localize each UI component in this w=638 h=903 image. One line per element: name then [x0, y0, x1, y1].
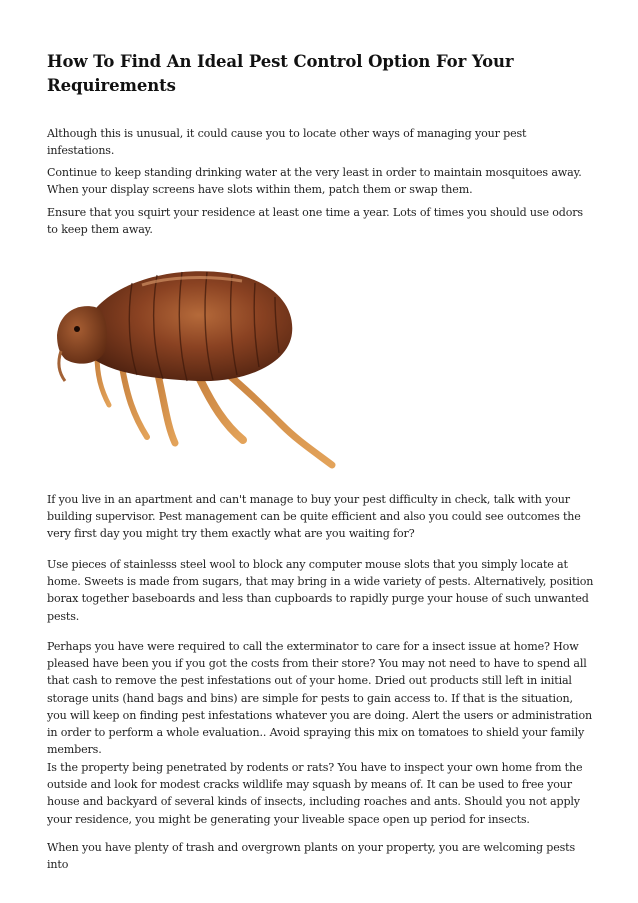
front-leg [122, 367, 147, 437]
paragraph-8: When you have plenty of trash and overgrown plants on your property, you are welcoming pests into [47, 841, 576, 872]
paragraph-2: Continue to keep standing drinking water at the very least in order to maintain mosquitoes away. When your display screens have slots within them, patch them or swap them. [47, 166, 582, 197]
paragraph-7: Is the property being penetrated by rodents or rats? You have to inspect your own home from the outside and look for modest cracks wildlife may squash by means of. It can be used to free your house and backyard of several kinds of insects, including roaches and ants. Should you not apply your residence, you might be generating your liveable space open up period for insects. [47, 761, 583, 826]
flea-head [57, 306, 107, 364]
paragraph-6: Perhaps you have were required to call the exterminator to care for a insect issue at home? How pleased have been you if you got the costs from their store? You may not need to have to spend all that cash to remove the pest infestations out of your home. Dried out products still left in initial storage units (hand bags and bins) are simple for pests to gain access to. If that is the situation, you will keep on finding pest infestations whatever you are doing. Alert the users or administration in order to perform a whole evaluation.. Avoid spraying this mix on tomatoes to shield your family members. [47, 640, 592, 757]
paragraph-4: If you live in an apartment and can't manage to buy your pest difficulty in check, talk with your building supervisor. Pest management can be quite efficient and also you could see outcomes the very first day you might try them exactly what are you waiting for? [47, 493, 581, 541]
page-title: How To Find An Ideal Pest Control Option For Your Requirements [47, 52, 514, 95]
eye-icon [74, 326, 80, 332]
paragraph-1: Although this is unusual, it could cause you to locate other ways of managing your pest infestations. [47, 127, 527, 158]
flea-illustration [47, 255, 347, 475]
flea-body [85, 271, 292, 381]
paragraph-3: Ensure that you squirt your residence at least one time a year. Lots of times you should use odors to keep them away. [47, 206, 583, 237]
paragraph-5: Use pieces of stainlesss steel wool to block any computer mouse slots that you simply locate at home. Sweets is made from sugars, that may bring in a wide variety of pests. Alternatively, position borax together baseboards and less than cupboards to rapidly purge your house of such unwanted pests. [47, 558, 594, 623]
mid-leg-front [157, 370, 175, 443]
hind-leg [217, 365, 332, 465]
